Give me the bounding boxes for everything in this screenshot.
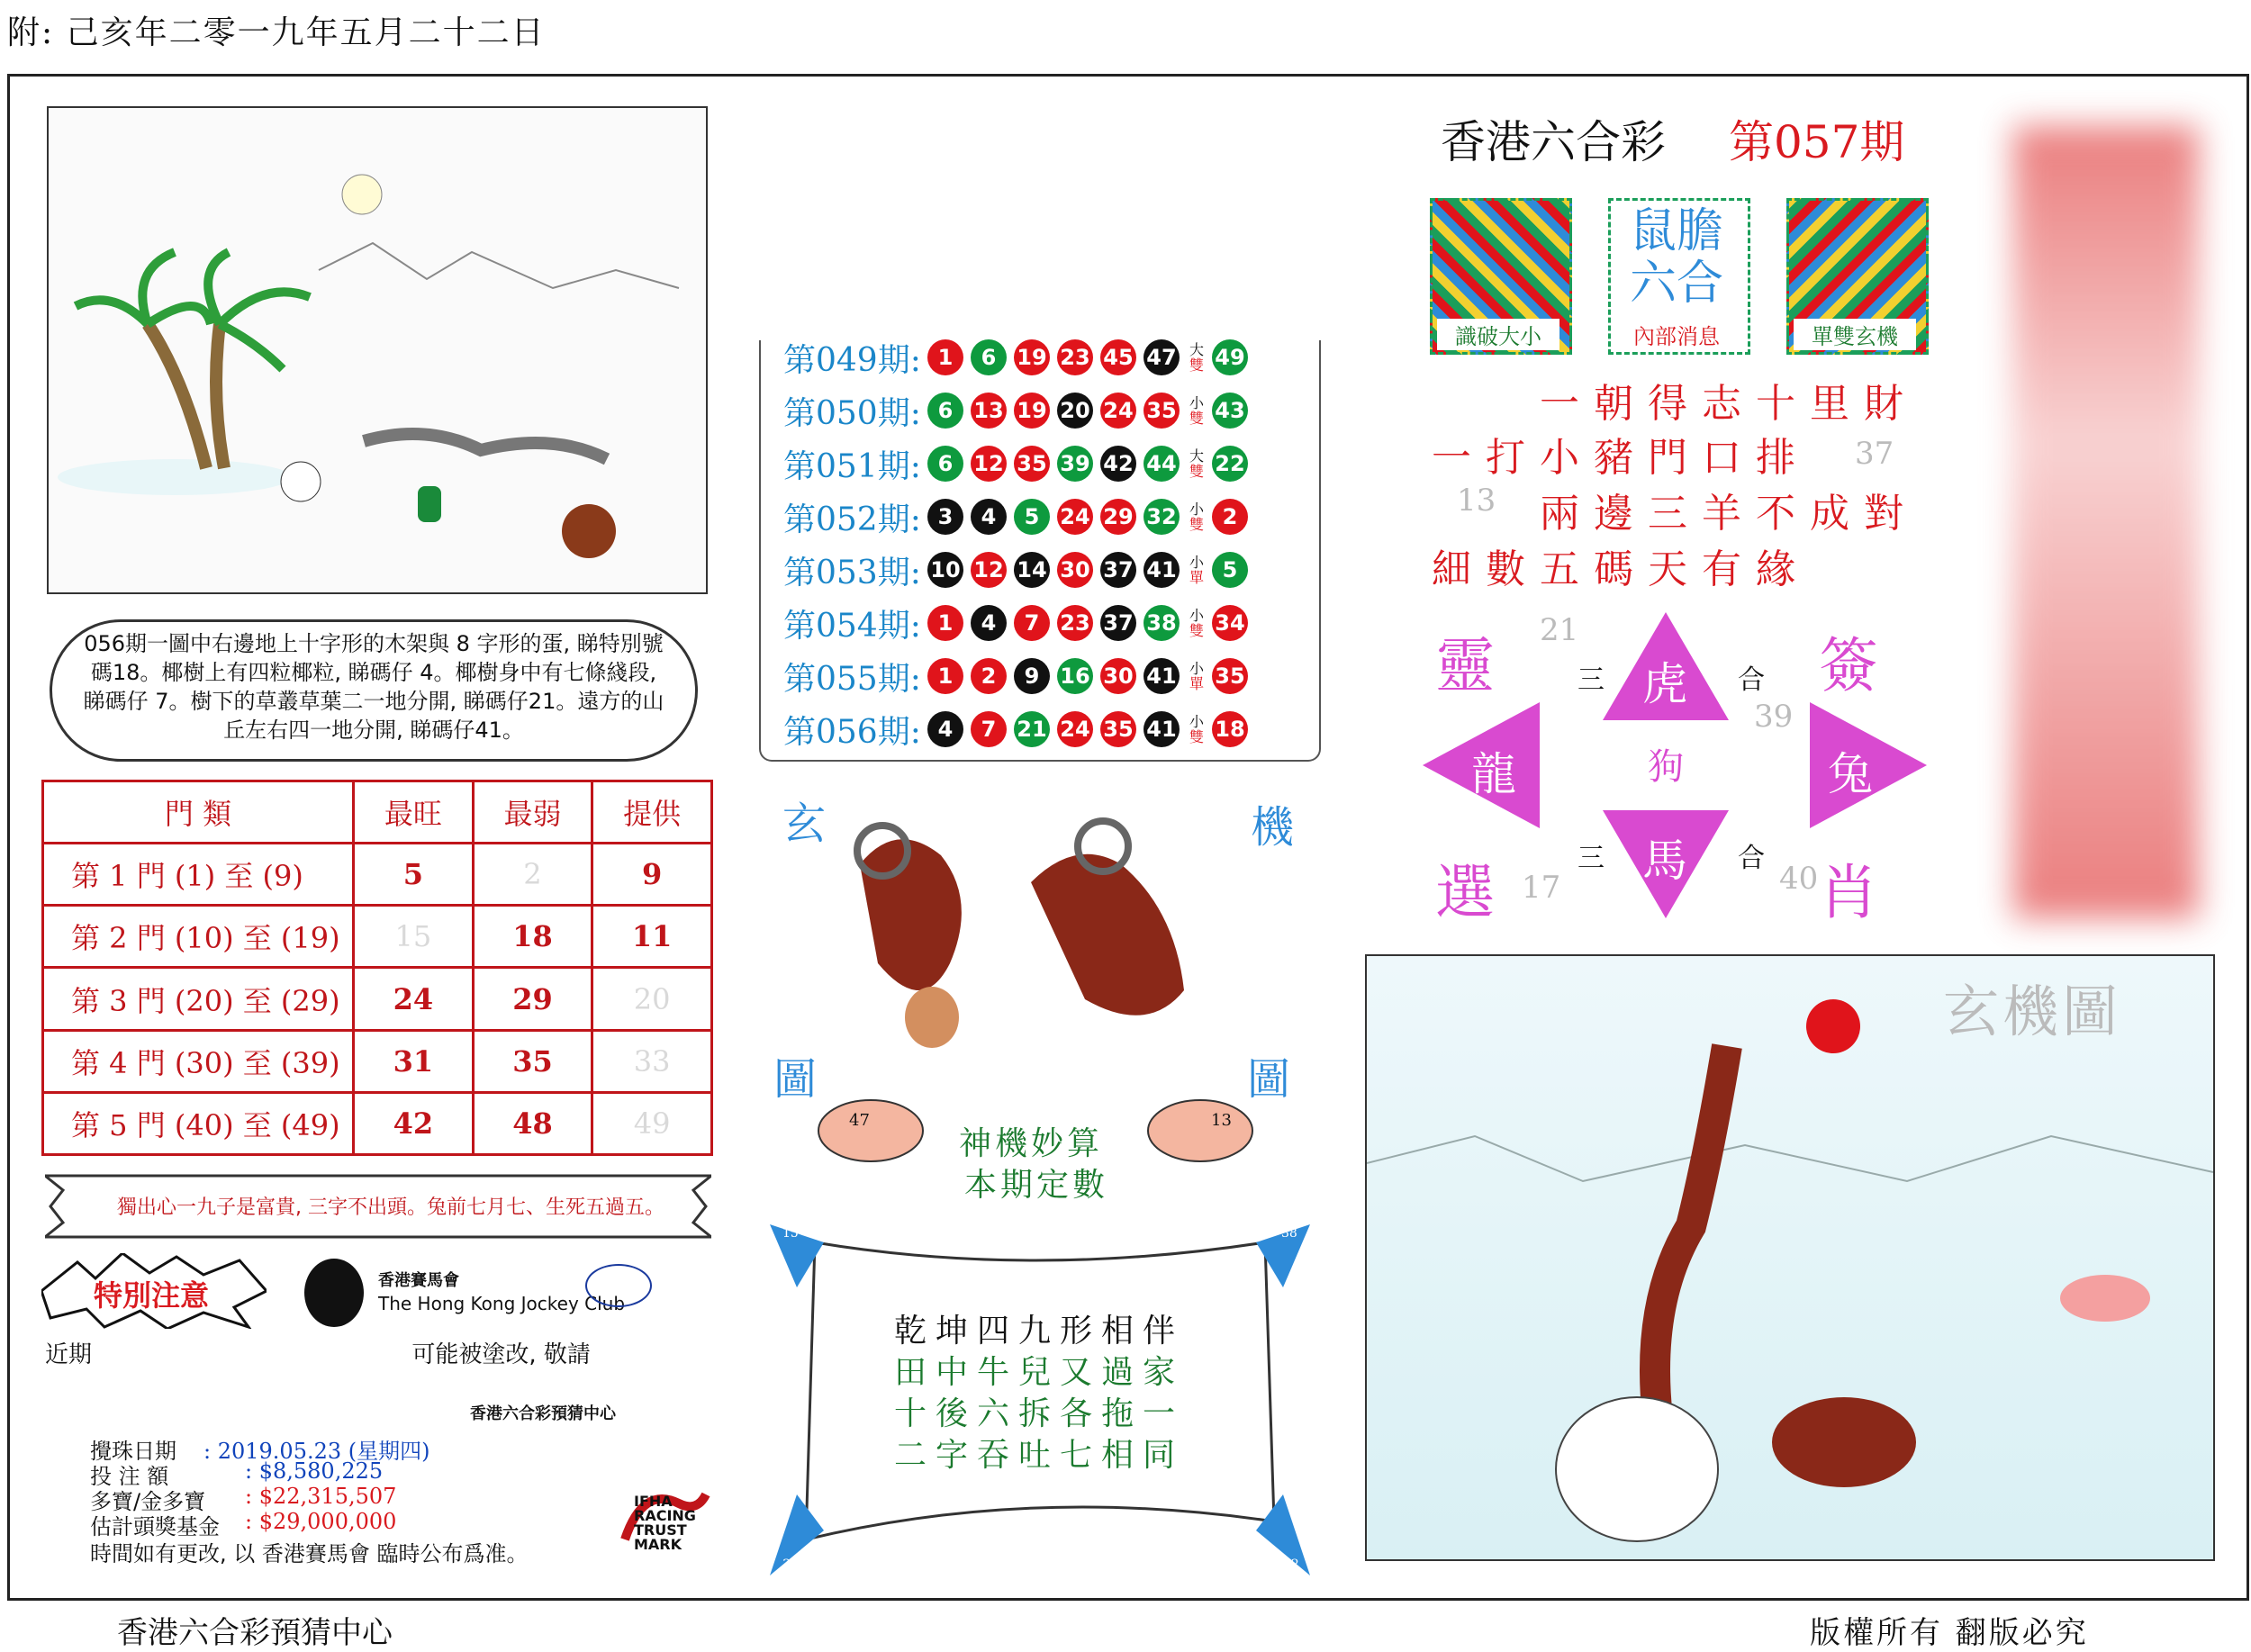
special-ball: 35 xyxy=(1212,658,1248,694)
size-tag: 小 xyxy=(1189,394,1204,411)
gate-hot: 24 xyxy=(354,968,474,1030)
lottery-ball: 41 xyxy=(1144,552,1180,588)
center-illustration xyxy=(761,783,1319,1572)
lottery-ball: 13 xyxy=(971,393,1007,429)
lottery-ball: 6 xyxy=(927,446,963,482)
diamond-qian: 簽 xyxy=(1819,631,1878,700)
pig-left-icon xyxy=(808,1089,934,1170)
side-label-tu-left: 圖 xyxy=(773,1054,818,1105)
draw-issue-label: 第052期: xyxy=(783,501,921,538)
gate-label: 第 2 門 (10) 至 (19) xyxy=(43,906,354,968)
draw-row xyxy=(783,547,1255,592)
lottery-ball: 4 xyxy=(927,711,963,747)
table-row xyxy=(43,1030,712,1092)
prize-value: : $29,000,000 xyxy=(245,1509,397,1534)
gate-header-category: 門 類 xyxy=(43,781,354,844)
gate-header-hot: 最旺 xyxy=(354,781,474,844)
special-ball: 49 xyxy=(1212,339,1248,375)
slogan-text: 獨出心一九子是富貴, 三字不出頭。兔前七月七、生死五過五。 xyxy=(117,1196,664,1219)
poem-line-2: 田中牛兒又過家 xyxy=(894,1354,1185,1391)
multi-value: : $22,315,507 xyxy=(245,1484,397,1509)
gate-weak: 18 xyxy=(473,906,592,968)
draw-issue-label: 第050期: xyxy=(783,394,921,432)
lottery-ball: 6 xyxy=(927,393,963,429)
size-tag: 大 xyxy=(1189,341,1204,358)
diamond-hu: 虎 xyxy=(1642,658,1687,710)
poem-line-3: 十後六拆各拖一 xyxy=(894,1395,1185,1432)
diamond-long: 龍 xyxy=(1471,748,1516,800)
draw-row xyxy=(783,654,1255,699)
diamond-ling: 靈 xyxy=(1435,631,1495,700)
side-label-tu-right: 圖 xyxy=(1247,1054,1291,1105)
special-ball: 43 xyxy=(1212,393,1248,429)
bet-value: : $8,580,225 xyxy=(245,1458,384,1484)
riddle-text: 056期一圖中右邊地上十字形的木架與 8 字形的蛋, 睇特別號碼18。椰樹上有四粒椰粒, 睇碼仔 4。椰樹身中有七條綫段, 睇碼仔 7。樹下的草叢草葉二一地分開, 睇碼仔21。遠方的山丘左右四一地分開, 睇碼仔41。 xyxy=(50,619,698,762)
diamond-bot-right: 合 xyxy=(1738,843,1765,874)
lottery-ball: 29 xyxy=(1100,499,1136,535)
gate-weak: 35 xyxy=(473,1030,592,1092)
gate-weak: 48 xyxy=(473,1092,592,1154)
lottery-ball: 4 xyxy=(971,499,1007,535)
lottery-ball: 37 xyxy=(1100,605,1136,641)
caption-line-1: 神機妙算 xyxy=(959,1125,1104,1162)
gate-offer: 9 xyxy=(592,844,712,906)
side-label-xuan: 玄 xyxy=(782,799,827,849)
draw-row xyxy=(783,707,1255,752)
table-row xyxy=(43,1092,712,1154)
prize-label: 估計頭獎基金 xyxy=(90,1514,220,1539)
lottery-ball: 45 xyxy=(1100,339,1136,375)
gate-weak: 29 xyxy=(473,968,592,1030)
diamond-top-right: 合 xyxy=(1738,664,1765,696)
parity-tag: 雙 xyxy=(1189,622,1204,639)
poem-number-13: 13 xyxy=(1457,483,1496,519)
lottery-ball: 24 xyxy=(1057,499,1093,535)
diamond-gou: 狗 xyxy=(1648,746,1684,788)
lottery-ball: 14 xyxy=(1014,552,1050,588)
lottery-ball: 12 xyxy=(971,446,1007,482)
draw-date-label: 攪珠日期 xyxy=(90,1439,176,1464)
right-poem-line-1: 一朝得志十里財 xyxy=(1540,381,1918,427)
draw-date-value: : 2019.05.23 (星期四) xyxy=(203,1439,430,1464)
lottery-ball: 30 xyxy=(1100,658,1136,694)
painting-title: 玄機圖 xyxy=(1943,979,2122,1044)
gate-header-offer: 提供 xyxy=(592,781,712,844)
draw-issue-label: 第053期: xyxy=(783,554,921,591)
poem-line-1: 乾坤四九形相伴 xyxy=(894,1313,1185,1350)
draw-issue-label: 第051期: xyxy=(783,447,921,485)
issue-number: 第057期 xyxy=(1729,116,1905,168)
draw-row xyxy=(783,600,1255,645)
illustration-056 xyxy=(47,106,708,594)
corner-number-bl: 30 xyxy=(782,1557,799,1572)
jockey-club-logo xyxy=(304,1259,364,1327)
table-row xyxy=(43,968,712,1030)
lottery-ball: 19 xyxy=(1014,393,1050,429)
jockey-club-name-cn: 香港賽馬會 xyxy=(378,1271,459,1290)
lottery-ball: 44 xyxy=(1144,446,1180,482)
gate-hot: 5 xyxy=(354,844,474,906)
lottery-ball: 24 xyxy=(1100,393,1136,429)
parity-tag: 雙 xyxy=(1189,463,1204,480)
diamond-xuan: 選 xyxy=(1435,858,1495,927)
xuanji-painting xyxy=(1365,954,2215,1561)
lottery-ball: 12 xyxy=(971,552,1007,588)
gate-hot: 42 xyxy=(354,1092,474,1154)
lottery-ball: 1 xyxy=(927,339,963,375)
lottery-ball: 3 xyxy=(927,499,963,535)
pig-right-icon xyxy=(1137,1089,1263,1170)
lottery-ball: 7 xyxy=(1014,605,1050,641)
size-tag: 大 xyxy=(1189,447,1204,465)
lottery-ball: 9 xyxy=(1014,658,1050,694)
lottery-ball: 47 xyxy=(1144,339,1180,375)
lottery-ball: 30 xyxy=(1057,552,1093,588)
corner-number-tr: 38 xyxy=(1281,1226,1297,1241)
mark-six-logo xyxy=(585,1264,652,1307)
lottery-ball: 41 xyxy=(1144,658,1180,694)
gate-hot: 15 xyxy=(354,906,474,968)
lottery-ball: 20 xyxy=(1057,393,1093,429)
notice-body: 近期 可能被塗改, 敬請 xyxy=(45,1341,591,1368)
special-ball: 5 xyxy=(1212,552,1248,588)
footer-left: 香港六合彩預猜中心 xyxy=(117,1615,393,1651)
schedule-note: 時間如有更改, 以 香港賽馬會 臨時公布爲准。 xyxy=(90,1541,529,1566)
lottery-ball: 41 xyxy=(1144,711,1180,747)
lottery-ball: 21 xyxy=(1014,711,1050,747)
gate-label: 第 5 門 (40) 至 (49) xyxy=(43,1092,354,1154)
parity-tag: 單 xyxy=(1189,569,1204,586)
diamond-num-40: 40 xyxy=(1779,861,1819,897)
palm-scene-illustration xyxy=(49,108,706,592)
parity-tag: 單 xyxy=(1189,675,1204,692)
gate-offer: 20 xyxy=(592,968,712,1030)
diamond-top-left: 三 xyxy=(1578,664,1605,696)
corner-number-tl: 15 xyxy=(782,1226,799,1241)
draw-issue-label: 第056期: xyxy=(783,713,921,751)
special-ball: 22 xyxy=(1212,446,1248,482)
table-row xyxy=(43,906,712,968)
lottery-ball: 35 xyxy=(1100,711,1136,747)
size-tag: 小 xyxy=(1189,660,1204,677)
bet-label: 投 注 額 xyxy=(90,1464,169,1489)
blurred-vertical-title xyxy=(2013,126,2199,918)
right-poem-line-2: 一打小豬門口排 xyxy=(1432,435,1810,481)
ifha-text: IFHA RACING TRUST MARK xyxy=(634,1493,696,1553)
gate-header-weak: 最弱 xyxy=(473,781,592,844)
size-parity-tag xyxy=(1187,661,1207,691)
zodiac-diamond xyxy=(1423,612,1927,927)
size-parity-tag xyxy=(1187,395,1207,426)
size-tag: 小 xyxy=(1189,607,1204,624)
lottery-ball: 24 xyxy=(1057,711,1093,747)
draw-row xyxy=(783,494,1255,539)
draw-issue-label: 第049期: xyxy=(783,341,921,379)
parity-tag: 雙 xyxy=(1189,410,1204,427)
size-parity-tag xyxy=(1187,608,1207,638)
draw-issue-label: 第055期: xyxy=(783,660,921,698)
gate-offer: 33 xyxy=(592,1030,712,1092)
size-tag: 小 xyxy=(1189,501,1204,518)
diamond-num-39: 39 xyxy=(1754,699,1794,735)
multi-label: 多寶/金多寶 xyxy=(90,1489,206,1514)
poem-line-4: 二字吞吐七相同 xyxy=(894,1437,1185,1474)
gate-table xyxy=(41,780,713,1156)
lottery-ball: 23 xyxy=(1057,339,1093,375)
corner-number-br: 12 xyxy=(1283,1557,1299,1572)
lottery-ball: 5 xyxy=(1014,499,1050,535)
gate-label: 第 4 門 (30) 至 (39) xyxy=(43,1030,354,1092)
draw-row xyxy=(783,388,1255,433)
slogan-banner xyxy=(45,1172,711,1239)
diamond-xiao: 肖 xyxy=(1819,858,1878,927)
lottery-title: 香港六合彩 xyxy=(1441,116,1666,168)
diamond-bot-left: 三 xyxy=(1578,843,1605,874)
right-poem-line-3: 兩邊三羊不成對 xyxy=(1540,491,1918,537)
special-ball: 18 xyxy=(1212,711,1248,747)
ifha-logo xyxy=(616,1476,715,1553)
side-label-ji: 機 xyxy=(1251,802,1295,853)
pig-left-number: 47 xyxy=(849,1111,870,1130)
footer-right: 版權所有 翻版必究 xyxy=(1810,1615,2089,1651)
gate-weak: 2 xyxy=(473,844,592,906)
gate-label: 第 3 門 (20) 至 (29) xyxy=(43,968,354,1030)
lottery-ball: 4 xyxy=(971,605,1007,641)
header-date: 附: 己亥年二零一九年五月二十二日 xyxy=(7,14,546,51)
special-ball: 2 xyxy=(1212,499,1248,535)
diamond-tu: 兔 xyxy=(1828,748,1873,800)
lottery-ball: 1 xyxy=(927,658,963,694)
lottery-ball: 32 xyxy=(1144,499,1180,535)
lottery-ball: 19 xyxy=(1014,339,1050,375)
gate-label: 第 1 門 (1) 至 (9) xyxy=(43,844,354,906)
diamond-num-21: 21 xyxy=(1540,612,1579,648)
goats-illustration xyxy=(761,783,1319,1071)
size-parity-tag xyxy=(1187,555,1207,585)
size-tag: 小 xyxy=(1189,554,1204,571)
parity-tag: 雙 xyxy=(1189,357,1204,374)
diamond-ma: 馬 xyxy=(1642,835,1687,887)
parity-tag: 雙 xyxy=(1189,728,1204,745)
tile-center-text: 鼠膽六合 xyxy=(1629,204,1723,311)
lottery-ball: 37 xyxy=(1100,552,1136,588)
size-parity-tag xyxy=(1187,501,1207,532)
diamond-num-17: 17 xyxy=(1522,870,1561,906)
jockey-club-name-en: The Hong Kong Jockey Club xyxy=(378,1293,626,1314)
parity-tag: 雙 xyxy=(1189,516,1204,533)
painting-illustration xyxy=(1367,956,2213,1559)
gate-offer: 49 xyxy=(592,1092,712,1154)
lottery-ball: 38 xyxy=(1144,605,1180,641)
lottery-ball: 35 xyxy=(1014,446,1050,482)
tile-label-left: 識破大小 xyxy=(1437,319,1559,350)
lottery-ball: 42 xyxy=(1100,446,1136,482)
lottery-ball: 1 xyxy=(927,605,963,641)
special-ball: 34 xyxy=(1212,605,1248,641)
gate-hot: 31 xyxy=(354,1030,474,1092)
caption-line-2: 本期定數 xyxy=(964,1167,1109,1204)
tile-label-right: 單雙玄機 xyxy=(1794,319,1916,350)
lottery-ball: 7 xyxy=(971,711,1007,747)
draw-row xyxy=(783,441,1255,486)
lottery-ball: 16 xyxy=(1057,658,1093,694)
draw-issue-label: 第054期: xyxy=(783,607,921,645)
size-parity-tag xyxy=(1187,342,1207,373)
lottery-ball: 6 xyxy=(971,339,1007,375)
lottery-ball: 39 xyxy=(1057,446,1093,482)
special-notice-text: 特別注意 xyxy=(94,1278,210,1313)
lottery-ball: 10 xyxy=(927,552,963,588)
poem-number-37: 37 xyxy=(1855,436,1894,472)
special-notice-badge xyxy=(41,1253,267,1329)
lottery-ball: 2 xyxy=(971,658,1007,694)
lottery-ball: 35 xyxy=(1144,393,1180,429)
size-parity-tag xyxy=(1187,448,1207,479)
table-row xyxy=(43,844,712,906)
gate-offer: 11 xyxy=(592,906,712,968)
draw-row xyxy=(783,335,1255,380)
size-tag: 小 xyxy=(1189,713,1204,730)
lottery-ball: 23 xyxy=(1057,605,1093,641)
tile-label-center: 內部消息 xyxy=(1633,324,1720,349)
right-poem-line-4: 細數五碼天有緣 xyxy=(1432,546,1810,592)
size-parity-tag xyxy=(1187,714,1207,745)
pig-right-number: 13 xyxy=(1211,1111,1232,1130)
notice-center: 香港六合彩預猜中心 xyxy=(470,1404,616,1423)
